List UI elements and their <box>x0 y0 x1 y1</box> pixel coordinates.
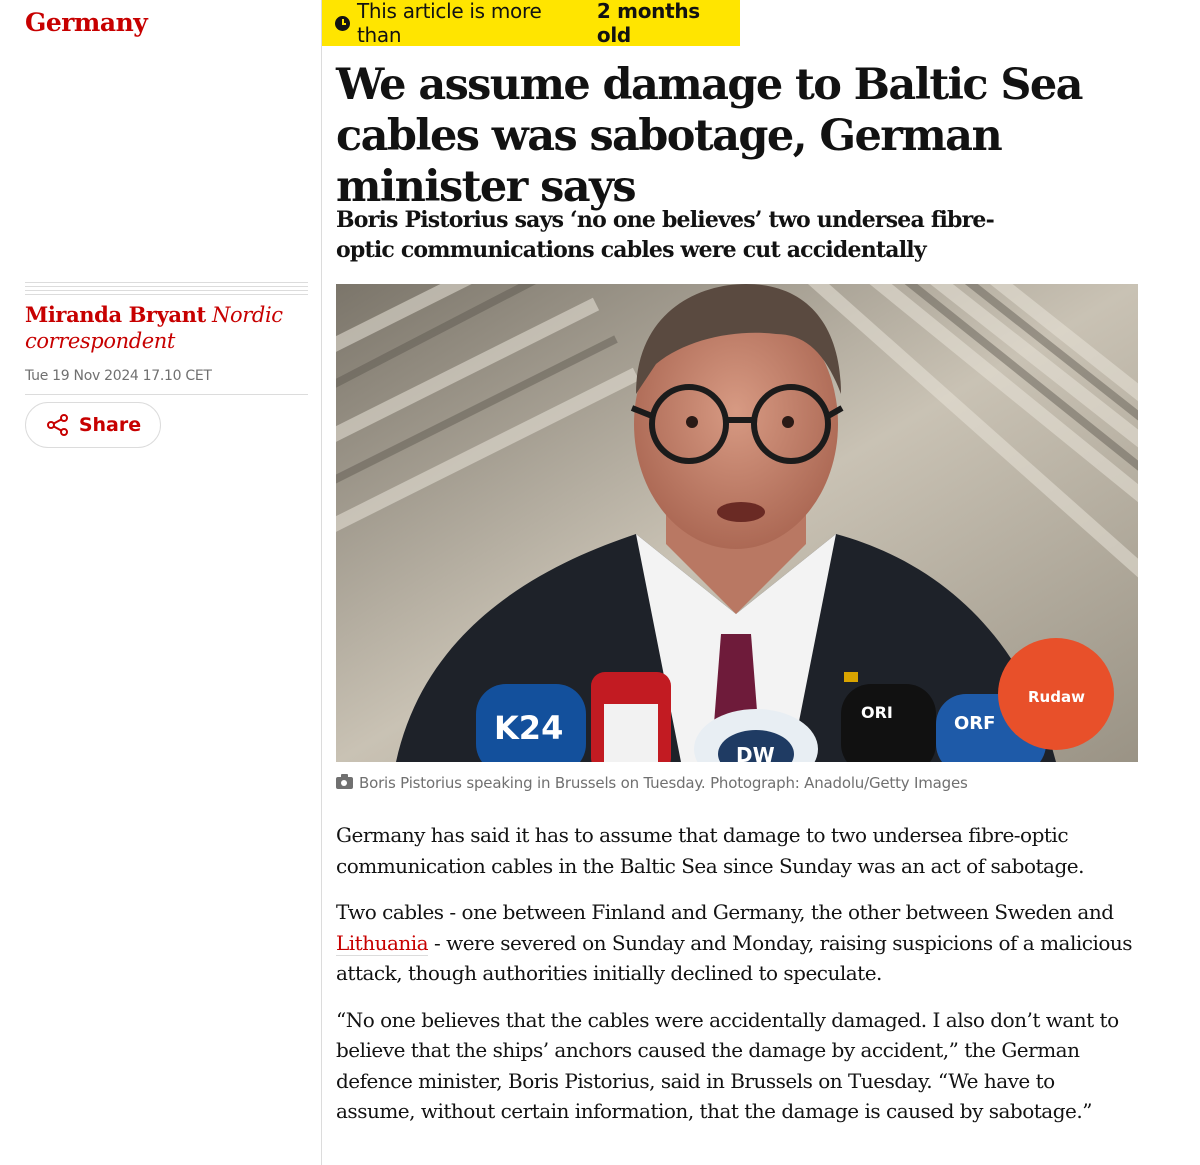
age-banner-emphasis: 2 months old <box>596 0 700 47</box>
meta-rule <box>25 394 308 395</box>
article-photo[interactable] <box>336 284 1138 762</box>
author-name[interactable]: Miranda Bryant <box>25 302 206 327</box>
body-paragraph-1: Germany has said it has to assume that damage to two undersea fibre-optic communication cables in the Baltic Sea since Sunday was an act of sabotage. <box>336 823 1084 878</box>
mic-logo-k24: K24 <box>494 709 564 747</box>
share-button[interactable] <box>25 402 161 448</box>
meta-divider <box>25 282 308 300</box>
mic-logo-orf: ORF <box>954 713 996 734</box>
article-age-banner <box>322 0 740 46</box>
age-banner-prefix: This article is more than <box>357 0 542 47</box>
body-paragraph-3: “No one believes that the cables were accidentally damaged. I also don’t want to believe that the ships’ anchors caused the damage by accident,” the German defence minister, Boris Pistorius, said in Brussels on Tuesday. “We have to assume, without certain information, that the damage is caused by sabotage.” <box>336 1007 1119 1123</box>
standfirst: Boris Pistorius says ‘no one believes’ two undersea fibre-optic communications cables were cut accidentally <box>336 207 994 263</box>
author-role: Nordic correspondent <box>25 303 283 353</box>
photo-illustration <box>336 284 1138 762</box>
clock-icon <box>335 16 350 31</box>
article-meta-column <box>0 0 322 1165</box>
body-paragraph-2-start: Two cables - one between Finland and Germany, the other between Sweden and <box>336 900 1114 924</box>
body-paragraph-2-end: - were severed on Sunday and Monday, raising suspicions of a malicious attack, though authorities initially declined to speculate. <box>336 930 1133 985</box>
publish-date: Tue 19 Nov 2024 17.10 CET <box>25 368 212 384</box>
lithuania-link[interactable]: Lithuania <box>336 930 429 955</box>
camera-icon <box>336 777 353 789</box>
caption-text: Boris Pistorius speaking in Brussels on Tuesday. Photograph: Anadolu/Getty Images <box>359 774 968 792</box>
share-icon <box>45 412 71 438</box>
headline: We assume damage to Baltic Sea cables was sabotage, German minister says <box>336 60 1082 212</box>
mic-logo-ori: ORI <box>861 703 893 722</box>
mic-logo-rudaw: Rudaw <box>1028 688 1085 706</box>
byline <box>25 302 295 354</box>
mic-logo-dw: DW <box>736 743 775 762</box>
section-label[interactable]: Germany <box>25 8 148 37</box>
article-body <box>336 820 1136 1143</box>
column-divider <box>321 0 322 1165</box>
photo-caption <box>336 774 1138 792</box>
body-paragraph-2 <box>336 897 1136 989</box>
share-label: Share <box>78 414 142 436</box>
